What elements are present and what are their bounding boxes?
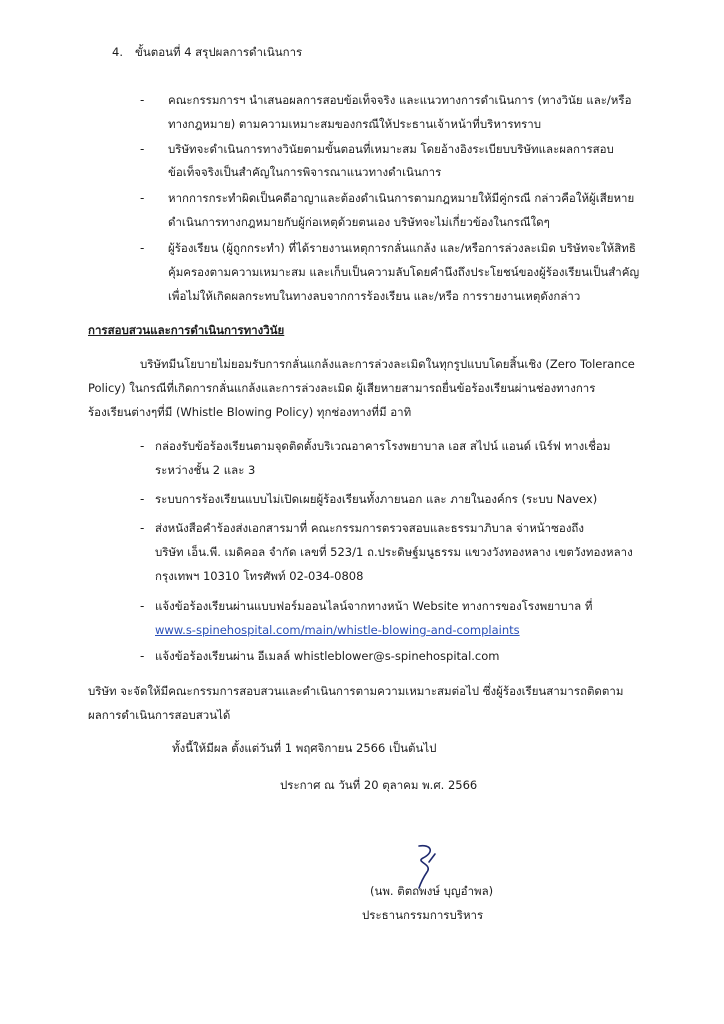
effective-date: ทั้งนี้ให้มีผล ตั้งแต่วันที่ 1 พฤศจิกายน 2566 เป็นต้นไป xyxy=(172,741,437,755)
step4-bullet-1-line-2: ทางกฎหมาย) ตามความเหมาะสมของกรณีให้ประธานเจ้าหน้าที่บริหารทราบ xyxy=(168,117,542,131)
intro-line-3: ร้องเรียนต่างๆที่มี (Whistle Blowing Policy) ทุกช่องทางที่มี อาทิ xyxy=(88,405,412,419)
step4-bullet-3-line-1: หากการกระทำผิดเป็นคดีอาญาและต้องดำเนินการตามกฎหมายให้มีคู่กรณี กล่าวคือให้ผู้เสียหาย xyxy=(168,191,635,205)
step4-bullet-1-line-1: คณะกรรมการฯ นำเสนอผลการสอบข้อเท็จจริง และแนวทางการดำเนินการ (ทางวินัย และ/หรือ xyxy=(168,93,632,107)
announcement-date: ประกาศ ณ วันที่ 20 ตุลาคม พ.ศ. 2566 xyxy=(280,778,478,792)
bullet-dash: - xyxy=(140,599,145,613)
channel-4-line-1: แจ้งข้อร้องเรียนผ่านแบบฟอร์มออนไลน์จากทางหน้า Website ทางการของโรงพยาบาล ที่ xyxy=(155,599,593,613)
bullet-dash: - xyxy=(140,142,145,156)
bullet-dash: - xyxy=(140,191,145,205)
step4-bullet-3-line-2: ดำเนินการทางกฎหมายกับผู้ก่อเหตุด้วยตนเอง บริษัทจะไม่เกี่ยวข้องในกรณีใดๆ xyxy=(168,215,550,229)
section-heading: การสอบสวนและการดำเนินการทางวินัย xyxy=(88,323,285,337)
channel-5-line-1: แจ้งข้อร้องเรียนผ่าน อีเมลล์ whistleblower@s-spinehospital.com xyxy=(155,649,500,663)
signer-position: ประธานกรรมการบริหาร xyxy=(362,908,484,922)
channel-3-line-3: กรุงเทพฯ 10310 โทรศัพท์ 02-034-0808 xyxy=(155,569,364,583)
step4-bullet-4-line-1: ผู้ร้องเรียน (ผู้ถูกกระทำ) ที่ได้รายงานเหตุการกลั่นแกล้ง และ/หรือการล่วงละเมิด บริษัทจะให้สิทธิ xyxy=(168,241,636,255)
channel-1-line-1: กล่องรับข้อร้องเรียนตามจุดติดตั้งบริเวณอาคารโรงพยาบาล เอส สไปน์ แอนด์ เนิร์ฟ ทางเชื่อม xyxy=(155,439,611,453)
channel-1-line-2: ระหว่างชั้น 2 และ 3 xyxy=(155,463,256,477)
step4-bullet-4-line-3: เพื่อไม่ให้เกิดผลกระทบในทางลบจากการร้องเรียน และ/หรือ การรายงานเหตุดังกล่าว xyxy=(168,289,581,303)
step4-bullet-2-line-1: บริษัทจะดำเนินการทางวินัยตามขั้นตอนที่เหมาะสม โดยอ้างอิงระเบียบบริษัทและผลการสอบ xyxy=(168,142,614,156)
step4-bullet-4-line-2: คุ้มครองตามความเหมาะสม และเก็บเป็นความลับโดยคำนึงถึงประโยชน์ของผู้ร้องเรียนเป็นสำคัญ xyxy=(168,265,640,279)
website-link[interactable]: www.s-spinehospital.com/main/whistle-blowing-and-complaints xyxy=(155,623,520,637)
intro-line-1: บริษัทมีนโยบายไม่ยอมรับการกลั่นแกล้งและการล่วงละเมิดในทุกรูปแบบโดยสิ้นเชิง (Zero Tolerance xyxy=(140,357,635,371)
bullet-dash: - xyxy=(140,492,145,506)
channel-3-line-2: บริษัท เอ็น.พี. เมดิคอล จำกัด เลขที่ 523/1 ถ.ประดิษฐ์มนูธรรม แขวงวังทองหลาง เขตวังทองหลาง xyxy=(155,545,633,559)
bullet-dash: - xyxy=(140,439,145,453)
channel-2-line-1: ระบบการร้องเรียนแบบไม่เปิดเผยผู้ร้องเรียนทั้งภายนอก และ ภายในองค์กร (ระบบ Navex) xyxy=(155,492,598,506)
bullet-dash: - xyxy=(140,649,145,663)
bullet-dash: - xyxy=(140,93,145,107)
closing-line-1: บริษัท จะจัดให้มีคณะกรรมการสอบสวนและดำเนินการตามความเหมาะสมต่อไป ซึ่งผู้ร้องเรียนสามารถติดตาม xyxy=(88,684,624,698)
bullet-dash: - xyxy=(140,241,145,255)
signer-name: (นพ. ติตถพงษ์ บุญอำพล) xyxy=(370,884,494,898)
step-title: ขั้นตอนที่ 4 สรุปผลการดำเนินการ xyxy=(135,45,303,59)
bullet-dash: - xyxy=(140,521,145,535)
step4-bullet-2-line-2: ข้อเท็จจริงเป็นสำคัญในการพิจารณาแนวทางดำเนินการ xyxy=(168,165,442,179)
step-number: 4. xyxy=(112,45,123,59)
closing-line-2: ผลการดำเนินการสอบสวนได้ xyxy=(88,708,231,722)
intro-line-2: Policy) ในกรณีที่เกิดการกลั่นแกล้งและการล่วงละเมิด ผู้เสียหายสามารถยื่นข้อร้องเรียนผ่านช่องทางการ xyxy=(88,381,596,395)
channel-3-line-1: ส่งหนังสือคำร้องส่งเอกสารมาที่ คณะกรรมการตรวจสอบและธรรมาภิบาล จ่าหน้าซองถึง xyxy=(155,521,585,535)
